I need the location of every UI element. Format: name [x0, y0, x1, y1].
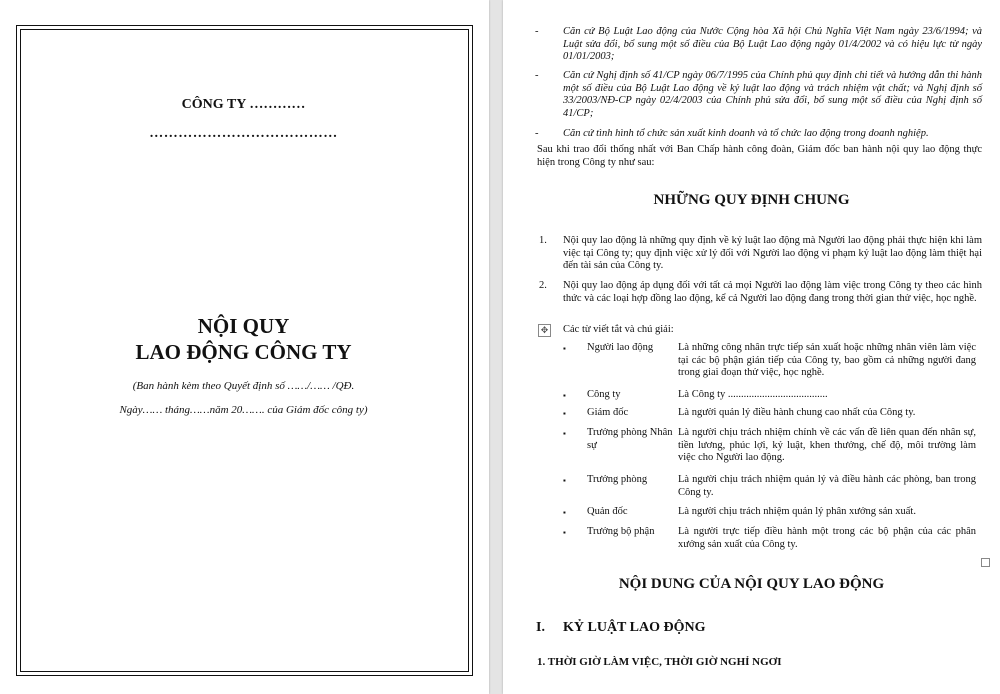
- section-heading-content: NỘI DUNG CỦA NỘI QUY LAO ĐỘNG: [618, 576, 885, 592]
- basis-item: Căn cứ tình hình tổ chức sản xuất kinh doanh và tổ chức lao động trong doanh nghiệp.: [563, 128, 929, 139]
- square-bullet-icon: ▪: [563, 344, 566, 353]
- cover-company: CÔNG TY …………: [181, 97, 306, 112]
- intro-paragraph: Sau khi trao đổi thống nhất với Ban Chấp hành công đoàn, Giám đốc ban hành nội quy lao động thực hiện trong Công ty như sau:: [537, 144, 982, 168]
- subsection-title: 1. THỜI GIỜ LÀM VIỆC, THỜI GIỜ NGHỈ NGƠI: [537, 656, 782, 668]
- general-item: Nội quy lao động áp dụng đối với tất cả mọi Người lao động làm việc trong Công ty theo các hình thức và các loại hợp đồng lao động, kể cả Người lao động đang trong thời gian thử việc, học nghề.: [563, 280, 982, 304]
- cover-subtitle-line1: (Ban hành kèm theo Quyết định số ……/…… /QĐ.: [132, 380, 355, 392]
- definition-text: Là người chịu trách nhiệm quản lý và điều hành các phòng, ban trong Công ty.: [678, 474, 976, 498]
- abbrev-intro: Các từ viết tắt và chú giải:: [563, 324, 674, 335]
- basis-dash: -: [535, 26, 539, 37]
- definition-term: Giám đốc: [587, 407, 629, 418]
- general-item: Nội quy lao động là những quy định về kỷ luật lao động mà Người lao động phải thực hiện khi làm việc tại Công ty; quy định việc xử lý đối với Người lao động vi phạm kỷ luật lao động làm thiệt hại đến tài sản của Công ty.: [563, 235, 982, 272]
- item-number: 2.: [539, 280, 547, 291]
- cover-title-line2: LAO ĐỘNG CÔNG TY: [135, 340, 352, 364]
- square-bullet-icon: ▪: [563, 429, 566, 438]
- basis-dash: -: [535, 128, 539, 139]
- section-heading-general: NHỮNG QUY ĐỊNH CHUNG: [653, 192, 850, 208]
- definition-text: Là những công nhân trực tiếp sản xuất hoặc những nhân viên làm việc tại các bộ phận gián tiếp của Công ty, bao gồm cả những người đang trong giai đoạn thử việc, học nghề.: [678, 342, 976, 379]
- square-bullet-icon: ▪: [563, 528, 566, 537]
- cover-page: [0, 0, 489, 694]
- definition-text: Là người chịu trách nhiệm chính về các vấn đề liên quan đến nhân sự, tiền lương, phúc lợi, kỷ luật, khen thưởng, chế độ, môi trường làm việc cho Người lao động.: [678, 427, 976, 464]
- square-bullet-icon: ▪: [563, 391, 566, 400]
- definition-term: Người lao động: [587, 342, 654, 353]
- square-bullet-icon: ▪: [563, 476, 566, 485]
- cover-title-line1: NỘI QUY: [197, 314, 290, 338]
- definition-text: Là Công ty ......................................: [678, 389, 828, 400]
- cover-subtitle-line2: Ngày…… tháng……năm 20……. của Giám đốc công ty): [119, 404, 368, 416]
- part-title: KỶ LUẬT LAO ĐỘNG: [563, 620, 706, 635]
- part-number: I.: [536, 620, 545, 635]
- definition-term: Quản đốc: [587, 506, 628, 517]
- square-bullet-icon: ▪: [563, 409, 566, 418]
- table-move-handle-icon[interactable]: ✥: [538, 324, 551, 337]
- definition-term: Trưởng phòng Nhân sự: [587, 427, 673, 451]
- basis-item: Căn cứ Nghị định số 41/CP ngày 06/7/1995 của Chính phủ quy định chi tiết và hướng dẫn thi hành một số điều của Bộ Luật Lao động về kỷ luật lao động và trách nhiệm vật chất; và Nghị định số 33/2003/NĐ-CP ngày 02/4/2003 của Chính phủ sửa đổi, bổ sung một số điều của Nghị định số 41/CP;: [563, 70, 982, 119]
- definition-term: Trưởng phòng: [587, 474, 648, 485]
- basis-dash: -: [535, 70, 539, 81]
- table-end-marker: [981, 558, 990, 567]
- basis-item: Căn cứ Bộ Luật Lao động của Nước Cộng hòa Xã hội Chủ Nghĩa Việt Nam ngày 23/6/1994; và Luật sửa đổi, bổ sung một số điều của Bộ Luật Lao động ngày 01/4/2002 và có hiệu lực từ ngày 01/01/2003;: [563, 26, 982, 63]
- definition-text: Là người chịu trách nhiệm quản lý phân xưởng sản xuất.: [678, 506, 916, 517]
- definition-term: Trưởng bộ phận: [587, 526, 655, 537]
- content-page: [503, 0, 1000, 694]
- cover-company-dots: …………………………………: [149, 126, 338, 141]
- square-bullet-icon: ▪: [563, 508, 566, 517]
- definition-text: Là người trực tiếp điều hành một trong các bộ phận của các phân xưởng sản xuất của Công ty.: [678, 526, 976, 550]
- definition-text: Là người quản lý điều hành chung cao nhất của Công ty.: [678, 407, 916, 418]
- definition-term: Công ty: [587, 389, 621, 400]
- item-number: 1.: [539, 235, 547, 246]
